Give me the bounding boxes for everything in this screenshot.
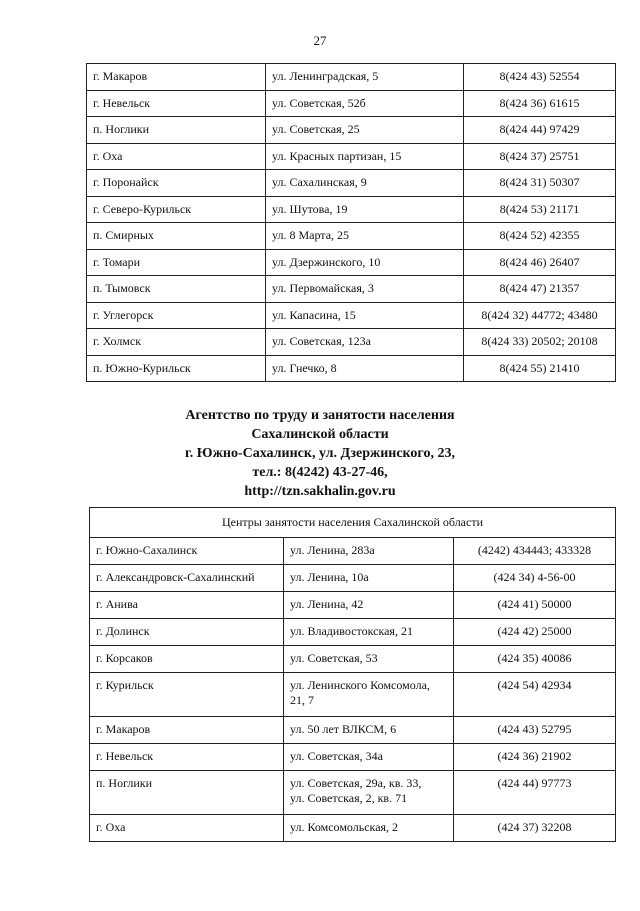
table-row <box>90 673 616 717</box>
agency-name: Агентство по труду и занятости населения <box>185 408 455 423</box>
table-row <box>87 64 616 91</box>
address-cell: ул. Ленина, 283а <box>284 538 454 565</box>
address-line: ул. Советская, 2, кв. 71 <box>290 791 408 805</box>
city-cell: г. Поронайск <box>87 170 266 197</box>
phone-cell: 8(424 37) 25751 <box>464 143 616 170</box>
table-row <box>87 143 616 170</box>
phone-cell: (424 42) 25000 <box>454 619 616 646</box>
address-cell: ул. 50 лет ВЛКСМ, 6 <box>284 717 454 744</box>
table-row <box>90 646 616 673</box>
city-cell: г. Долинск <box>90 619 284 646</box>
address-cell: ул. Первомайская, 3 <box>266 276 464 303</box>
table-row <box>87 170 616 197</box>
phone-cell: 8(424 31) 50307 <box>464 170 616 197</box>
agency-website: http://tzn.sakhalin.gov.ru <box>244 484 396 499</box>
city-cell: г. Северо-Курильск <box>87 196 266 223</box>
city-cell: г. Невельск <box>90 744 284 771</box>
table-header-row <box>90 508 616 538</box>
address-cell: ул. Советская, 123а <box>266 329 464 356</box>
address-cell: ул. Советская, 34а <box>284 744 454 771</box>
phone-cell: 8(424 53) 21171 <box>464 196 616 223</box>
address-cell: ул. Советская, 52б <box>266 90 464 117</box>
phone-cell: (4242) 434443; 433328 <box>454 538 616 565</box>
agency-address: г. Южно-Сахалинск, ул. Дзержинского, 23, <box>185 446 455 461</box>
table-row <box>90 717 616 744</box>
phone-cell: 8(424 33) 20502; 20108 <box>464 329 616 356</box>
address-cell: ул. Сахалинская, 9 <box>266 170 464 197</box>
address-cell: ул. Дзержинского, 10 <box>266 249 464 276</box>
table-row <box>87 249 616 276</box>
table-row <box>90 771 616 815</box>
table-row <box>87 223 616 250</box>
address-cell: ул. Гнечко, 8 <box>266 355 464 382</box>
city-cell: п. Смирных <box>87 223 266 250</box>
address-cell: ул. Ленинградская, 5 <box>266 64 464 91</box>
phone-cell: 8(424 55) 21410 <box>464 355 616 382</box>
address-cell: ул. Шутова, 19 <box>266 196 464 223</box>
phone-cell: 8(424 32) 44772; 43480 <box>464 302 616 329</box>
city-cell: г. Углегорск <box>87 302 266 329</box>
phone-cell: 8(424 47) 21357 <box>464 276 616 303</box>
phone-cell: 8(424 46) 26407 <box>464 249 616 276</box>
agency-heading <box>0 406 640 501</box>
agency-phone: тел.: 8(4242) 43-27-46, <box>252 465 388 480</box>
address-cell: ул. Ленина, 10а <box>284 565 454 592</box>
phone-cell: (424 36) 21902 <box>454 744 616 771</box>
phone-cell: (424 41) 50000 <box>454 592 616 619</box>
city-cell: п. Ноглики <box>87 117 266 144</box>
phone-cell: (424 44) 97773 <box>454 771 616 815</box>
city-cell: г. Оха <box>90 815 284 842</box>
city-cell: п. Тымовск <box>87 276 266 303</box>
table-row <box>90 744 616 771</box>
table-row <box>90 815 616 842</box>
address-cell: ул. Советская, 53 <box>284 646 454 673</box>
phone-cell: (424 43) 52795 <box>454 717 616 744</box>
table-row <box>90 592 616 619</box>
address-cell: ул. Владивостокская, 21 <box>284 619 454 646</box>
phone-cell: 8(424 43) 52554 <box>464 64 616 91</box>
address-cell: ул. Комсомольская, 2 <box>284 815 454 842</box>
address-line: ул. Советская, 29а, кв. 33, <box>290 776 422 790</box>
address-cell <box>284 771 454 815</box>
city-cell: г. Невельск <box>87 90 266 117</box>
phone-cell: (424 37) 32208 <box>454 815 616 842</box>
employment-centers-table <box>89 507 616 842</box>
city-cell: г. Холмск <box>87 329 266 356</box>
phone-cell: 8(424 52) 42355 <box>464 223 616 250</box>
phone-cell: 8(424 44) 97429 <box>464 117 616 144</box>
phone-cell: 8(424 36) 61615 <box>464 90 616 117</box>
table-row <box>87 302 616 329</box>
address-cell: ул. 8 Марта, 25 <box>266 223 464 250</box>
table-header: Центры занятости населения Сахалинской области <box>90 508 616 538</box>
city-cell: г. Южно-Сахалинск <box>90 538 284 565</box>
address-cell: ул. Ленинского Комсомола, 21, 7 <box>284 673 454 717</box>
table-row <box>87 196 616 223</box>
page-number: 27 <box>313 33 327 48</box>
city-cell: г. Оха <box>87 143 266 170</box>
city-cell: г. Курильск <box>90 673 284 717</box>
table-row <box>90 538 616 565</box>
agency-region: Сахалинской области <box>251 427 389 442</box>
address-cell: ул. Красных партизан, 15 <box>266 143 464 170</box>
city-cell: г. Корсаков <box>90 646 284 673</box>
city-cell: г. Макаров <box>87 64 266 91</box>
city-cell: г. Анива <box>90 592 284 619</box>
table-row <box>87 117 616 144</box>
address-cell: ул. Ленина, 42 <box>284 592 454 619</box>
table-row <box>87 355 616 382</box>
city-cell: г. Александровск-Сахалинский <box>90 565 284 592</box>
address-cell: ул. Советская, 25 <box>266 117 464 144</box>
phone-cell: (424 35) 40086 <box>454 646 616 673</box>
city-cell: г. Макаров <box>90 717 284 744</box>
table-row <box>87 90 616 117</box>
phone-cell: (424 54) 42934 <box>454 673 616 717</box>
city-cell: п. Южно-Курильск <box>87 355 266 382</box>
address-cell: ул. Капасина, 15 <box>266 302 464 329</box>
table-row <box>90 565 616 592</box>
city-cell: г. Томари <box>87 249 266 276</box>
city-cell: п. Ноглики <box>90 771 284 815</box>
table-row <box>87 276 616 303</box>
table-row <box>87 329 616 356</box>
employment-offices-table <box>86 63 616 382</box>
table-row <box>90 619 616 646</box>
phone-cell: (424 34) 4-56-00 <box>454 565 616 592</box>
